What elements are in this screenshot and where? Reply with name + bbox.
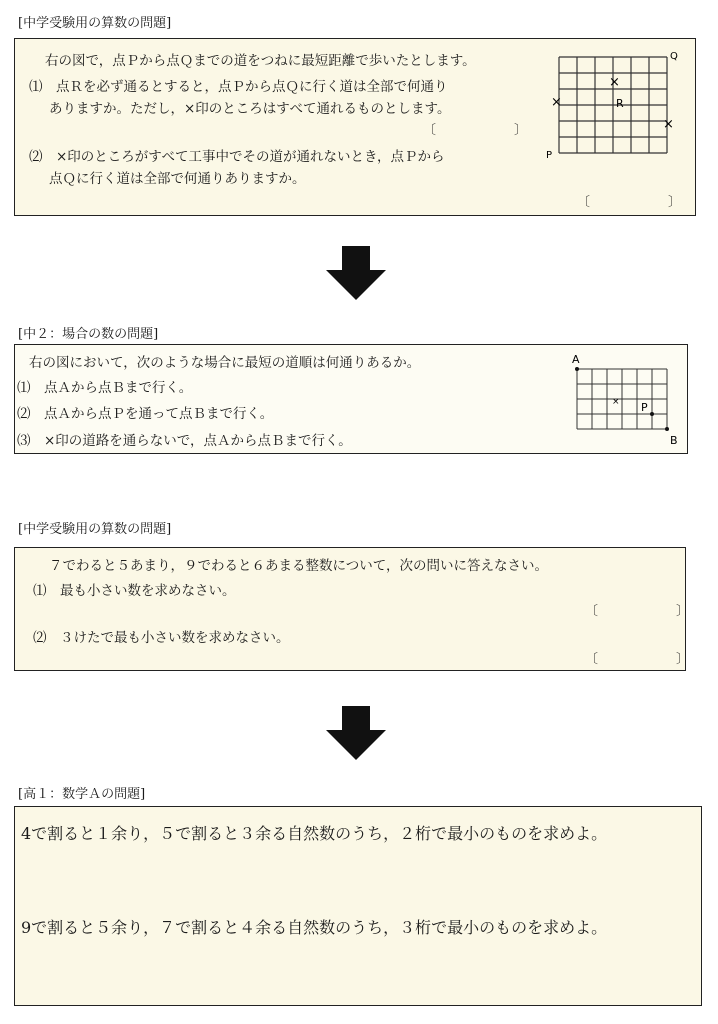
section3-q2: ⑵ ３けたで最も小さい数を求めなさい。 xyxy=(33,630,290,646)
grid-figure-1 xyxy=(539,45,689,165)
section1-q1-line1: ⑴ 点Ｒを必ず通るとすると，点Ｐから点Ｑに行く道は全部で何通り xyxy=(29,79,448,95)
section1-answer2-bracket: 〔 〕 xyxy=(577,195,682,210)
point-p-dot xyxy=(650,412,654,416)
point-b-dot xyxy=(665,427,669,431)
point-r-label: R xyxy=(616,97,624,110)
point-p-label: P xyxy=(546,150,553,161)
section3-q1: ⑴ 最も小さい数を求めなさい。 xyxy=(33,583,236,599)
section4-label: [高１：数学Ａの問題] xyxy=(18,787,146,802)
section3-label: [中学受験用の算数の問題] xyxy=(18,522,172,537)
section3-answer1-bracket: 〔 〕 xyxy=(585,604,690,619)
section2-intro: 右の図において，次のような場合に最短の道順は何通りあるか。 xyxy=(29,355,421,371)
cross-mark-right: × xyxy=(663,117,674,132)
section2-q3: ⑶ ×印の道路を通らないで，点Ａから点Ｂまで行く。 xyxy=(17,433,352,449)
section1-q2-line2: 点Ｑに行く道は全部で何通りありますか。 xyxy=(49,171,306,187)
section1-label: [中学受験用の算数の問題] xyxy=(18,16,172,31)
section1-q1-line2: ありますか。ただし，×印のところはすべて通れるものとします。 xyxy=(49,101,451,117)
grid-lines-1 xyxy=(559,57,667,153)
grid-lines-2 xyxy=(577,369,667,429)
section2-q1: ⑴ 点Ａから点Ｂまで行く。 xyxy=(17,380,193,396)
point-q-label: Q xyxy=(670,51,678,62)
section4-line2: 9で割ると５余り，７で割ると４余る自然数のうち，３桁で最小のものを求めよ。 xyxy=(21,918,608,937)
point-a-label: A xyxy=(572,353,580,366)
point-a-dot xyxy=(575,367,579,371)
cross-mark-left: × xyxy=(551,95,562,110)
section4-problem-box xyxy=(14,806,702,1006)
section1-problem-box xyxy=(14,38,696,216)
cross-mark-top: × xyxy=(609,75,620,90)
point-p-label: P xyxy=(641,401,648,414)
section2-problem-box xyxy=(14,344,688,454)
section3-intro: ７でわると５あまり，９でわると６あまる整数について，次の問いに答えなさい。 xyxy=(49,558,548,574)
cross-mark: × xyxy=(612,397,620,407)
section3-problem-box xyxy=(14,547,690,671)
section3-answer2-bracket: 〔 〕 xyxy=(585,652,690,667)
section1-intro: 右の図で，点Ｐから点Ｑまでの道をつねに最短距離で歩いたとします。 xyxy=(45,53,476,69)
section2-label: [中２：場合の数の問題] xyxy=(18,327,159,342)
section2-q2: ⑵ 点Ａから点Ｐを通って点Ｂまで行く。 xyxy=(17,406,274,422)
section1-answer1-bracket: 〔 〕 xyxy=(423,123,528,138)
section1-q2-line1: ⑵ ×印のところがすべて工事中でその道が通れないとき，点Ｐから xyxy=(29,149,445,165)
point-b-label: B xyxy=(670,434,678,447)
grid-figure-2 xyxy=(565,349,687,449)
section4-line1: 4で割ると１余り，５で割ると３余る自然数のうち，２桁で最小のものを求めよ。 xyxy=(21,824,608,843)
